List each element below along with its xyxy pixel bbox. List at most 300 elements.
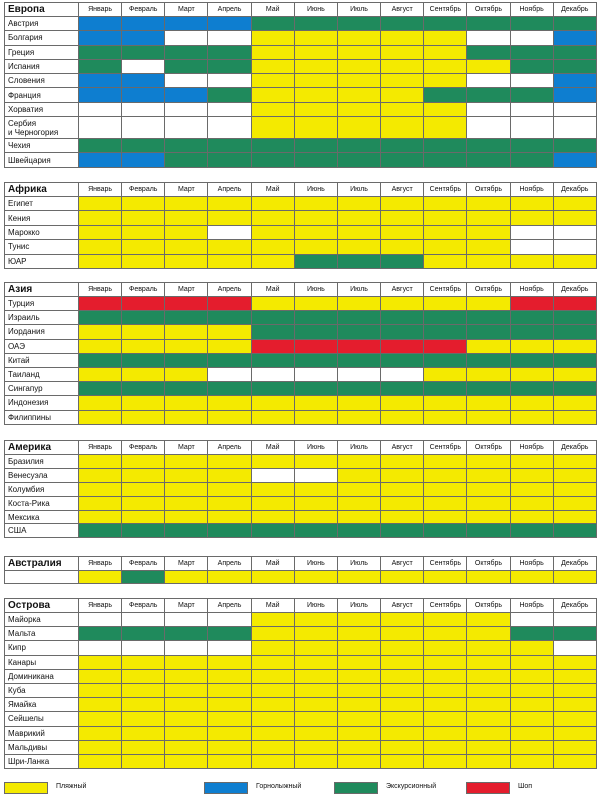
month-cell [208,669,251,683]
month-cell [165,455,208,469]
month-cell [251,139,294,153]
month-cell [251,524,294,538]
region-block [4,2,596,168]
region-title: Африка [5,183,79,197]
country-name: Швейцария [5,153,79,167]
month-cell [467,669,510,683]
month-header: Сентябрь [424,599,467,613]
month-cell [294,339,337,353]
country-row [5,613,597,627]
month-cell [424,353,467,367]
month-cell [424,297,467,311]
month-cell [208,74,251,88]
month-cell [208,468,251,482]
month-cell [79,712,122,726]
month-cell [251,396,294,410]
country-name: Ямайка [5,698,79,712]
month-cell [251,496,294,510]
month-cell [294,254,337,268]
month-header: Июль [337,599,380,613]
month-cell [294,754,337,768]
month-cell [424,455,467,469]
region-block [4,182,596,269]
month-cell [553,254,596,268]
month-cell [79,698,122,712]
month-cell [553,59,596,73]
month-cell [381,396,424,410]
country-row [5,524,597,538]
country-name: Шри-Ланка [5,754,79,768]
month-cell [79,325,122,339]
month-cell [337,726,380,740]
month-cell [381,627,424,641]
country-row [5,754,597,768]
month-cell [208,45,251,59]
month-cell [467,613,510,627]
month-cell [251,726,294,740]
month-cell [467,627,510,641]
month-cell [122,225,165,239]
month-cell [553,641,596,655]
month-cell [424,641,467,655]
country-row [5,627,597,641]
legend-swatch-ski [204,782,248,794]
country-name: Таиланд [5,367,79,381]
month-cell [510,88,553,102]
month-cell [467,655,510,669]
country-name: Израиль [5,311,79,325]
region-title: Острова [5,599,79,613]
month-cell [467,496,510,510]
month-cell [122,712,165,726]
month-cell [424,153,467,167]
month-cell [553,102,596,116]
month-cell [553,655,596,669]
country-name: Кипр [5,641,79,655]
country-row [5,698,597,712]
month-header: Июнь [294,557,337,571]
month-cell [208,311,251,325]
month-cell [510,655,553,669]
month-cell [79,627,122,641]
month-cell [122,139,165,153]
country-name: Сингапур [5,382,79,396]
month-cell [553,74,596,88]
country-row [5,139,597,153]
month-cell [208,31,251,45]
month-cell [424,325,467,339]
month-cell [424,197,467,211]
month-cell [208,496,251,510]
month-cell [381,102,424,116]
month-header: Ноябрь [510,183,553,197]
month-header: Декабрь [553,3,596,17]
month-cell [122,524,165,538]
month-cell [208,240,251,254]
month-cell [337,510,380,524]
month-cell [79,339,122,353]
month-cell [251,254,294,268]
month-cell [165,754,208,768]
month-header: Май [251,3,294,17]
month-cell [79,153,122,167]
month-cell [510,455,553,469]
month-cell [251,45,294,59]
month-cell [79,641,122,655]
country-name: Канары [5,655,79,669]
month-header: Февраль [122,183,165,197]
month-cell [294,74,337,88]
month-cell [122,382,165,396]
month-cell [337,17,380,31]
month-cell [251,367,294,381]
month-cell [337,88,380,102]
month-cell [294,31,337,45]
month-header: Март [165,441,208,455]
month-header: Сентябрь [424,283,467,297]
month-cell [165,225,208,239]
month-cell [553,613,596,627]
month-cell [122,396,165,410]
month-cell [337,627,380,641]
month-cell [251,669,294,683]
month-cell [294,139,337,153]
month-cell [337,669,380,683]
month-header: Октябрь [467,441,510,455]
month-cell [553,325,596,339]
month-cell [79,139,122,153]
month-cell [424,613,467,627]
month-cell [79,211,122,225]
region-table [4,282,597,425]
month-cell [467,410,510,424]
month-cell [381,325,424,339]
month-cell [165,74,208,88]
month-cell [294,153,337,167]
month-cell [165,102,208,116]
month-cell [165,311,208,325]
country-name: Колумбия [5,482,79,496]
legend-label-ski: Горнолыжный [256,783,302,790]
month-cell [122,17,165,31]
month-cell [251,211,294,225]
month-cell [467,74,510,88]
month-cell [553,524,596,538]
month-cell [467,683,510,697]
month-cell [424,74,467,88]
country-row [5,45,597,59]
month-header: Июнь [294,441,337,455]
month-cell [208,655,251,669]
month-cell [122,254,165,268]
month-cell [381,613,424,627]
month-cell [79,297,122,311]
month-cell [510,297,553,311]
month-cell [294,325,337,339]
month-cell [510,117,553,139]
month-cell [294,297,337,311]
month-cell [510,683,553,697]
month-cell [294,712,337,726]
country-row [5,396,597,410]
month-cell [79,197,122,211]
month-cell [424,571,467,584]
month-cell [381,45,424,59]
country-name: Мальдивы [5,740,79,754]
month-cell [294,197,337,211]
month-cell [424,254,467,268]
month-cell [79,510,122,524]
country-name: ЮАР [5,254,79,268]
month-cell [79,468,122,482]
month-cell [79,496,122,510]
month-cell [165,45,208,59]
header-row [5,599,597,613]
country-row [5,353,597,367]
month-cell [553,683,596,697]
month-cell [165,698,208,712]
month-cell [122,339,165,353]
month-cell [79,683,122,697]
country-row [5,153,597,167]
month-header: Май [251,441,294,455]
month-cell [510,410,553,424]
month-cell [79,74,122,88]
month-cell [381,669,424,683]
month-cell [251,683,294,697]
month-cell [510,325,553,339]
country-name: Маврикий [5,726,79,740]
country-name: Сейшелы [5,712,79,726]
month-cell [381,88,424,102]
month-cell [294,683,337,697]
region-table [4,2,597,168]
month-cell [381,297,424,311]
month-header: Апрель [208,599,251,613]
month-cell [467,225,510,239]
month-cell [337,45,380,59]
month-cell [251,153,294,167]
month-cell [337,455,380,469]
month-header: Январь [79,557,122,571]
month-cell [208,455,251,469]
month-cell [122,74,165,88]
month-header: Декабрь [553,441,596,455]
month-header: Июнь [294,3,337,17]
month-cell [337,325,380,339]
month-cell [251,740,294,754]
month-cell [381,139,424,153]
country-row [5,117,597,139]
country-row [5,367,597,381]
country-row [5,325,597,339]
month-cell [553,45,596,59]
month-cell [553,698,596,712]
country-row [5,740,597,754]
country-row [5,74,597,88]
month-cell [79,482,122,496]
month-cell [424,754,467,768]
month-cell [467,339,510,353]
region-table [4,182,597,269]
month-cell [553,311,596,325]
month-cell [251,571,294,584]
month-cell [553,240,596,254]
month-cell [467,240,510,254]
month-header: Сентябрь [424,557,467,571]
month-cell [467,726,510,740]
month-cell [79,571,122,584]
month-cell [337,482,380,496]
country-row [5,339,597,353]
month-cell [79,396,122,410]
month-cell [553,353,596,367]
region-table [4,598,597,769]
month-cell [510,712,553,726]
month-cell [553,571,596,584]
month-cell [337,240,380,254]
month-cell [122,353,165,367]
month-cell [510,31,553,45]
month-cell [122,641,165,655]
month-cell [424,31,467,45]
month-header: Август [381,3,424,17]
month-cell [294,17,337,31]
country-name: Сербия и Черногория [5,117,79,139]
region-block [4,556,596,584]
country-row [5,455,597,469]
month-cell [208,641,251,655]
month-cell [208,211,251,225]
month-cell [165,482,208,496]
month-cell [467,45,510,59]
country-row [5,240,597,254]
month-header: Декабрь [553,557,596,571]
month-cell [122,655,165,669]
month-header: Октябрь [467,283,510,297]
month-cell [381,367,424,381]
country-row [5,102,597,116]
month-cell [467,510,510,524]
country-name: Турция [5,297,79,311]
month-cell [251,17,294,31]
month-cell [553,367,596,381]
month-cell [553,31,596,45]
month-cell [208,117,251,139]
month-cell [467,59,510,73]
month-cell [79,613,122,627]
month-cell [510,382,553,396]
country-row [5,88,597,102]
month-cell [337,311,380,325]
month-cell [165,613,208,627]
month-cell [122,153,165,167]
country-name: Венесуэла [5,468,79,482]
country-name: Хорватия [5,102,79,116]
month-header: Февраль [122,441,165,455]
month-cell [424,396,467,410]
month-cell [251,59,294,73]
month-cell [208,683,251,697]
month-header: Июль [337,3,380,17]
month-cell [165,683,208,697]
month-cell [208,382,251,396]
month-cell [424,45,467,59]
month-cell [467,88,510,102]
region-title: Европа [5,3,79,17]
country-name: Чехия [5,139,79,153]
month-cell [251,455,294,469]
month-header: Апрель [208,183,251,197]
month-cell [294,613,337,627]
month-cell [122,740,165,754]
month-cell [467,455,510,469]
month-header: Июль [337,183,380,197]
month-cell [122,669,165,683]
month-header: Март [165,557,208,571]
month-cell [165,627,208,641]
month-cell [79,524,122,538]
month-cell [424,655,467,669]
month-cell [122,367,165,381]
legend-swatch-beach [4,782,48,794]
month-cell [251,382,294,396]
month-cell [424,524,467,538]
header-row [5,441,597,455]
month-cell [381,74,424,88]
month-cell [510,726,553,740]
month-cell [165,655,208,669]
month-cell [208,88,251,102]
month-cell [337,225,380,239]
month-cell [381,641,424,655]
month-cell [381,17,424,31]
month-cell [251,510,294,524]
month-cell [122,468,165,482]
month-cell [251,74,294,88]
month-cell [208,524,251,538]
month-cell [79,740,122,754]
month-cell [467,754,510,768]
month-cell [510,367,553,381]
country-name: Тунис [5,240,79,254]
month-cell [251,117,294,139]
month-cell [553,117,596,139]
month-cell [294,524,337,538]
month-cell [424,382,467,396]
month-cell [337,31,380,45]
month-cell [251,197,294,211]
month-cell [381,311,424,325]
month-cell [251,410,294,424]
month-cell [381,524,424,538]
month-cell [381,59,424,73]
month-header: Ноябрь [510,3,553,17]
month-cell [467,482,510,496]
month-cell [294,353,337,367]
month-cell [381,655,424,669]
month-header: Июнь [294,183,337,197]
month-cell [251,655,294,669]
month-cell [467,698,510,712]
month-cell [165,353,208,367]
month-cell [165,139,208,153]
month-header: Май [251,599,294,613]
month-header: Апрель [208,441,251,455]
month-cell [424,339,467,353]
month-cell [79,17,122,31]
month-cell [208,225,251,239]
